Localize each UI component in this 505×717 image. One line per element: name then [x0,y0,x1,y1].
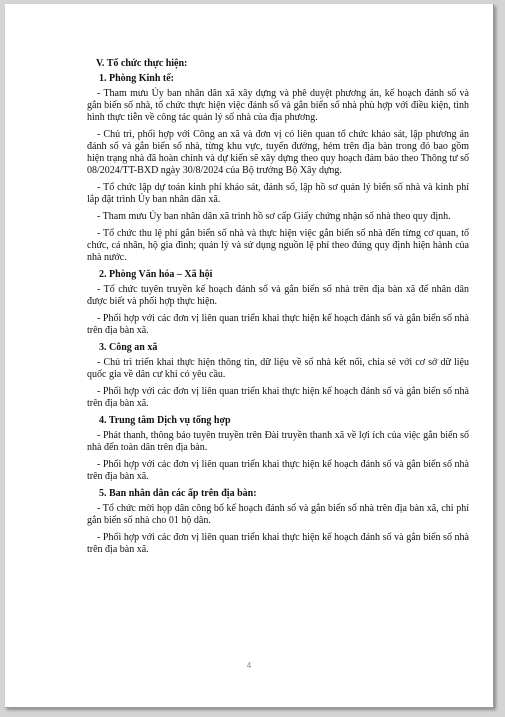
paragraph: - Chủ trì, phối hợp với Công an xã và đơn vị có liên quan tổ chức khảo sát, lập phương án đánh số và gắn biển số nhà, từng khu vực, tuyến đường, hẻm trên địa bàn trong đó bao gồm hiện trạng nhà đã hoàn chỉnh và dự kiến sẽ xây dựng theo quy hoạch đảm bảo theo Thông tư số 08/2024/TT-BXD ngày 30/8/2024 của Bộ trưởng Bộ Xây dựng. [87,129,469,176]
heading-phong-kinh-te: 1. Phòng Kinh tế: [99,73,175,84]
paragraph: - Tham mưu Ủy ban nhân dân xã xây dựng và phê duyệt phương án, kế hoạch đánh số và gắn biển số nhà, tổ chức thực hiện việc đánh số và gắn biển số nhà phù hợp với điều kiện, tình hình thực tiễn về công tác quản lý số nhà của địa phương. [87,88,469,123]
paragraph: - Phối hợp với các đơn vị liên quan triển khai thực hiện kế hoạch đánh số và gắn biển số nhà trên địa bàn xã. [87,459,469,482]
paragraph: - Tổ chức thu lệ phí gắn biển số nhà và thực hiện việc gắn biển số nhà đến từng cơ quan, tổ chức, cá nhân, hộ gia đình; quản lý và sử dụng nguồn lệ phí theo đúng quy định hiện hành của nhà nước. [87,228,469,263]
paragraph: - Phối hợp với các đơn vị liên quan triển khai thực hiện kế hoạch đánh số và gắn biển số nhà trên địa bàn xã. [87,532,469,555]
paragraph: - Tham mưu Ủy ban nhân dân xã trình hồ sơ cấp Giấy chứng nhận số nhà theo quy định. [97,211,451,222]
heading-cong-an-xa: 3. Công an xã [99,342,158,353]
heading-phong-van-hoa: 2. Phòng Văn hóa – Xã hội [99,269,213,280]
paragraph: - Chủ trì triển khai thực hiện thông tin, dữ liệu về số nhà kết nối, chia sẻ với cơ sở dữ liệu quốc gia về dân cư khi có yêu cầu. [87,357,469,380]
paragraph: - Phối hợp với các đơn vị liên quan triển khai thực hiện kế hoạch đánh số và gắn biển số nhà trên địa bàn xã. [87,386,469,409]
heading-ban-nhan-dan-ap: 5. Ban nhân dân các ấp trên địa bàn: [99,488,257,499]
paragraph: - Phát thanh, thông báo tuyên truyền trên Đài truyền thanh xã về lợi ích của việc gắn biển số nhà đến toàn dân trên địa bàn. [87,430,469,453]
heading-trung-tam-dich-vu: 4. Trung tâm Dịch vụ tổng hợp [99,415,231,426]
paragraph: - Tổ chức tuyên truyền kế hoạch đánh số và gắn biển số nhà trên địa bàn xã để nhân dân được biết và phối hợp thực hiện. [87,284,469,307]
page-number: 4 [246,661,252,670]
page-content [87,58,469,561]
document-page [5,4,494,708]
paragraph: - Tổ chức lập dự toán kinh phí khảo sát, đánh số, lập hồ sơ quản lý biển số nhà và kinh phí lắp đặt trình Ủy ban nhân dân xã. [87,182,469,205]
paragraph: - Tổ chức mời họp dân công bố kế hoạch đánh số và gắn biển số nhà trên địa bàn xã, chi phí gắn biển số nhà cho 01 hộ dân. [87,503,469,526]
section-title: V. Tổ chức thực hiện: [96,58,188,69]
paragraph: - Phối hợp với các đơn vị liên quan triển khai thực hiện kế hoạch đánh số và gắn biển số nhà trên địa bàn xã. [87,313,469,336]
